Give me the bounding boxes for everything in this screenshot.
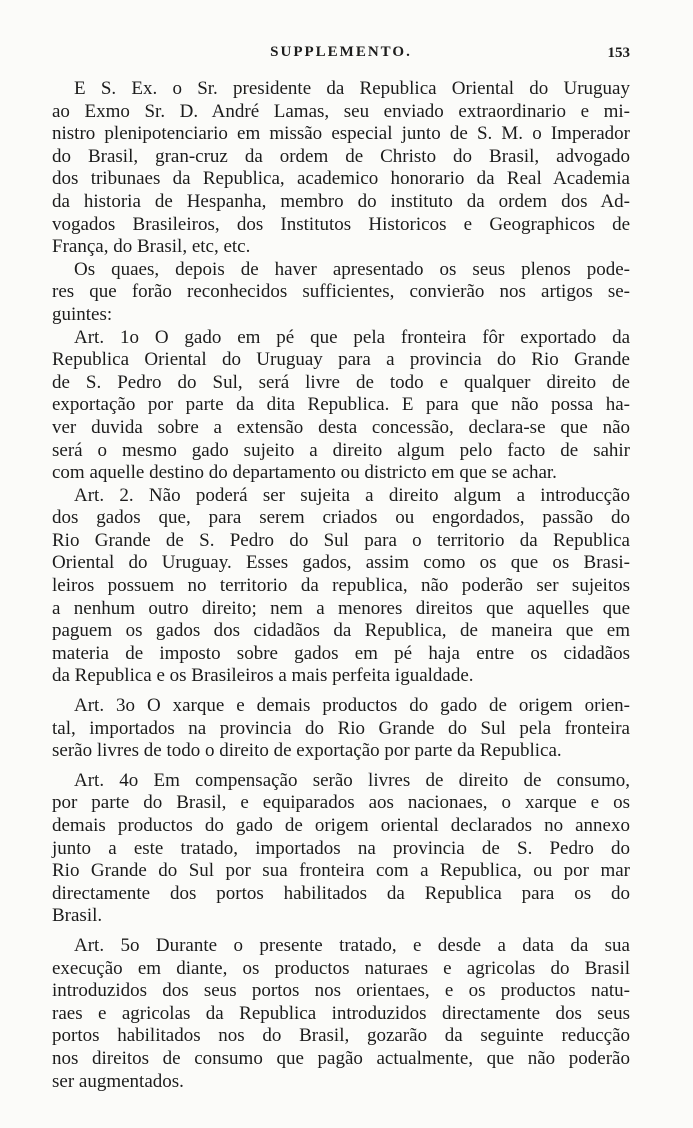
text-line: nistro plenipotenciario em missão especial junto de S. M. o Imperador bbox=[52, 123, 630, 145]
text-line: de S. Pedro do Sul, será livre de todo e qualquer direito de bbox=[52, 371, 630, 393]
text-line: será o mesmo gado sujeito a direito algum pelo facto de sahir bbox=[52, 439, 630, 461]
body-text bbox=[52, 78, 630, 1093]
text-line: com aquelle destino do departamento ou districto em que se achar. bbox=[52, 462, 557, 484]
text-line: vogados Brasileiros, dos Institutos Historicos e Geographicos de bbox=[52, 213, 630, 235]
text-line: Art. 4o Em compensação serão livres de direito de consumo, bbox=[74, 769, 630, 791]
text-line: Oriental do Uruguay. Esses gados, assim como os que os Brasi- bbox=[52, 552, 630, 574]
text-line: nos direitos de consumo que pagão actualmente, que não poderão bbox=[52, 1047, 630, 1069]
text-line: França, do Brasil, etc, etc. bbox=[52, 236, 251, 258]
paragraph bbox=[52, 259, 630, 327]
text-line: paguem os gados dos cidadãos da Republica, de maneira que em bbox=[52, 620, 630, 642]
text-line: materia de imposto sobre gados em pé haja entre os cidadãos bbox=[52, 642, 630, 664]
page-header bbox=[52, 44, 630, 78]
text-line: portos habilitados nos do Brasil, gozarão da seguinte reducção bbox=[52, 1025, 630, 1047]
text-line: execução em diante, os productos naturaes e agricolas do Brasil bbox=[52, 957, 630, 979]
text-line: da historia de Hespanha, membro do instituto da ordem dos Ad- bbox=[52, 190, 630, 212]
paragraph bbox=[52, 935, 630, 1093]
text-line: E S. Ex. o Sr. presidente da Republica Oriental do Uruguay bbox=[74, 78, 630, 99]
paragraph-gap bbox=[52, 763, 630, 770]
text-line: introduzidos dos seus portos nos orientaes, e os productos natu- bbox=[52, 980, 630, 1002]
text-line: demais productos do gado de origem oriental declarados no annexo bbox=[52, 815, 630, 836]
text-line: dos tribunaes da Republica, academico honorario da Real Academia bbox=[52, 168, 630, 190]
text-line: por parte do Brasil, e equiparados aos nacionaes, o xarque e os bbox=[52, 792, 630, 814]
text-line: Republica Oriental do Uruguay para a provincia do Rio Grande bbox=[52, 349, 630, 371]
text-line: ao Exmo Sr. D. André Lamas, seu enviado extraordinario e mi- bbox=[52, 100, 630, 122]
text-line: ver duvida sobre a extensão desta concessão, declara-se que não bbox=[52, 416, 630, 438]
text-line: guintes: bbox=[52, 303, 113, 325]
running-title: SUPPLEMENTO. bbox=[270, 44, 412, 60]
text-line: da Republica e os Brasileiros a mais perfeita igualdade. bbox=[52, 665, 474, 687]
paragraph bbox=[52, 695, 630, 763]
text-line: do Brasil, gran-cruz da ordem de Christo do Brasil, advogado bbox=[52, 145, 630, 167]
text-line: exportação por parte da dita Republica. E para que não possa ha- bbox=[52, 394, 630, 416]
text-line: Rio Grande do Sul por sua fronteira com a Republica, ou por mar bbox=[52, 860, 630, 882]
paragraph bbox=[52, 485, 630, 688]
text-line: junto a este tratado, importados na provincia de S. Pedro do bbox=[52, 837, 630, 859]
paragraph-gap bbox=[52, 688, 630, 695]
paragraph bbox=[52, 78, 630, 259]
text-line: Art. 2. Não poderá ser sujeita a direito algum a introducção bbox=[74, 484, 630, 506]
text-line: Brasil. bbox=[52, 905, 103, 927]
text-line: Rio Grande de S. Pedro do Sul para o territorio da Republica bbox=[52, 529, 630, 551]
text-line: dos gados que, para serem criados ou engordados, passão do bbox=[52, 507, 630, 529]
text-line: leiros possuem no territorio da republica, não poderão ser sujeitos bbox=[52, 575, 630, 597]
paragraph-gap bbox=[52, 928, 630, 935]
text-line: Art. 5o Durante o presente tratado, e desde a data da sua bbox=[74, 934, 630, 956]
document-page bbox=[52, 44, 630, 1093]
text-line: Art. 1o O gado em pé que pela fronteira fôr exportado da bbox=[74, 326, 630, 348]
text-line: res que forão reconhecidos sufficientes, convierão nos artigos se- bbox=[52, 281, 630, 303]
paragraph bbox=[52, 327, 630, 485]
paragraph bbox=[52, 770, 630, 928]
text-line: a nenhum outro direito; nem a menores direitos que aquelles que bbox=[52, 597, 630, 619]
text-line: tal, importados na provincia do Rio Grande do Sul pela fronteira bbox=[52, 717, 630, 739]
text-line: ser augmentados. bbox=[52, 1070, 184, 1092]
text-line: Os quaes, depois de haver apresentado os seus plenos pode- bbox=[74, 258, 630, 280]
text-line: raes e agricolas da Republica introduzidos directamente dos seus bbox=[52, 1002, 630, 1024]
text-line: serão livres de todo o direito de exportação por parte da Republica. bbox=[52, 740, 562, 762]
text-line: directamente dos portos habilitados da Republica para os do bbox=[52, 882, 630, 904]
page-number: 153 bbox=[607, 45, 630, 61]
text-line: Art. 3o O xarque e demais productos do gado de origem orien- bbox=[74, 695, 630, 717]
